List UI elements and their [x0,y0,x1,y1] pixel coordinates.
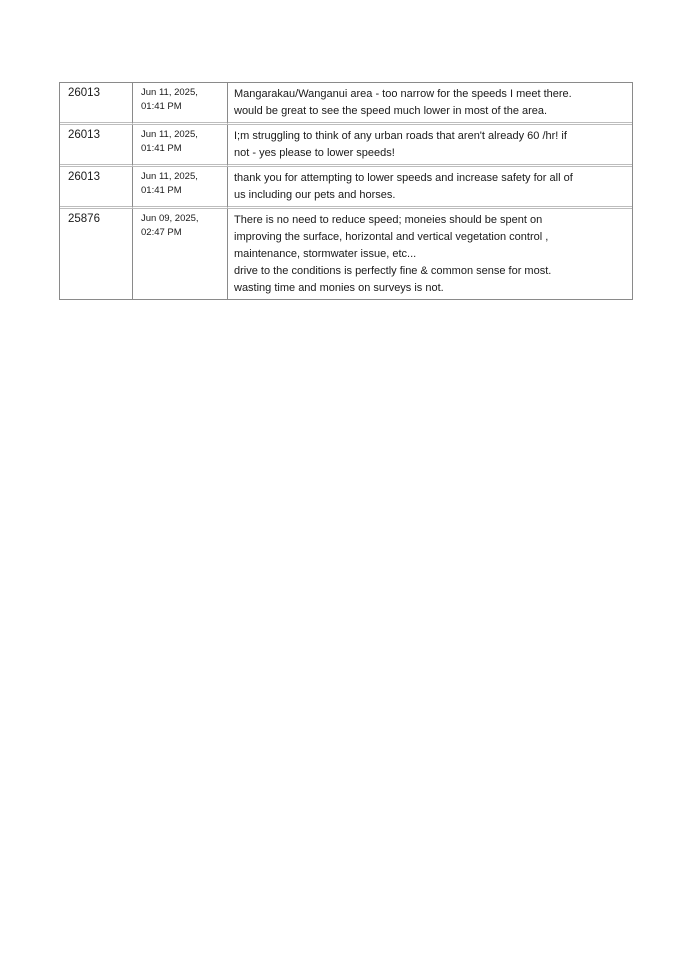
response-date: Jun 11, 2025, 01:41 PM [133,125,228,167]
response-date: Jun 09, 2025, 02:47 PM [133,209,228,299]
response-comment: I;m struggling to think of any urban roads that aren't already 60 /hr! if not - yes please to lower speeds! [228,125,632,167]
response-comment: Mangarakau/Wanganui area - too narrow for the speeds I meet there. would be great to see the speed much lower in most of the area. [228,83,632,125]
response-date: Jun 11, 2025, 01:41 PM [133,167,228,209]
comments-table-container [59,82,631,300]
response-id: 26013 [60,167,133,209]
table-row [60,125,632,167]
comments-table [59,82,633,300]
table-row [60,167,632,209]
response-id: 26013 [60,83,133,125]
table-row [60,83,632,125]
response-date: Jun 11, 2025, 01:41 PM [133,83,228,125]
response-comment: thank you for attempting to lower speeds and increase safety for all of us including our pets and horses. [228,167,632,209]
response-comment: There is no need to reduce speed; moneies should be spent on improving the surface, horizontal and vertical vegetation control , maintenance, stormwater issue, etc... drive to the conditions is perfectly fine & common sense for most. wasting time and monies on surveys is not. [234,214,552,294]
response-id: 25876 [60,209,133,299]
response-id: 26013 [60,125,133,167]
table-row [60,209,632,299]
